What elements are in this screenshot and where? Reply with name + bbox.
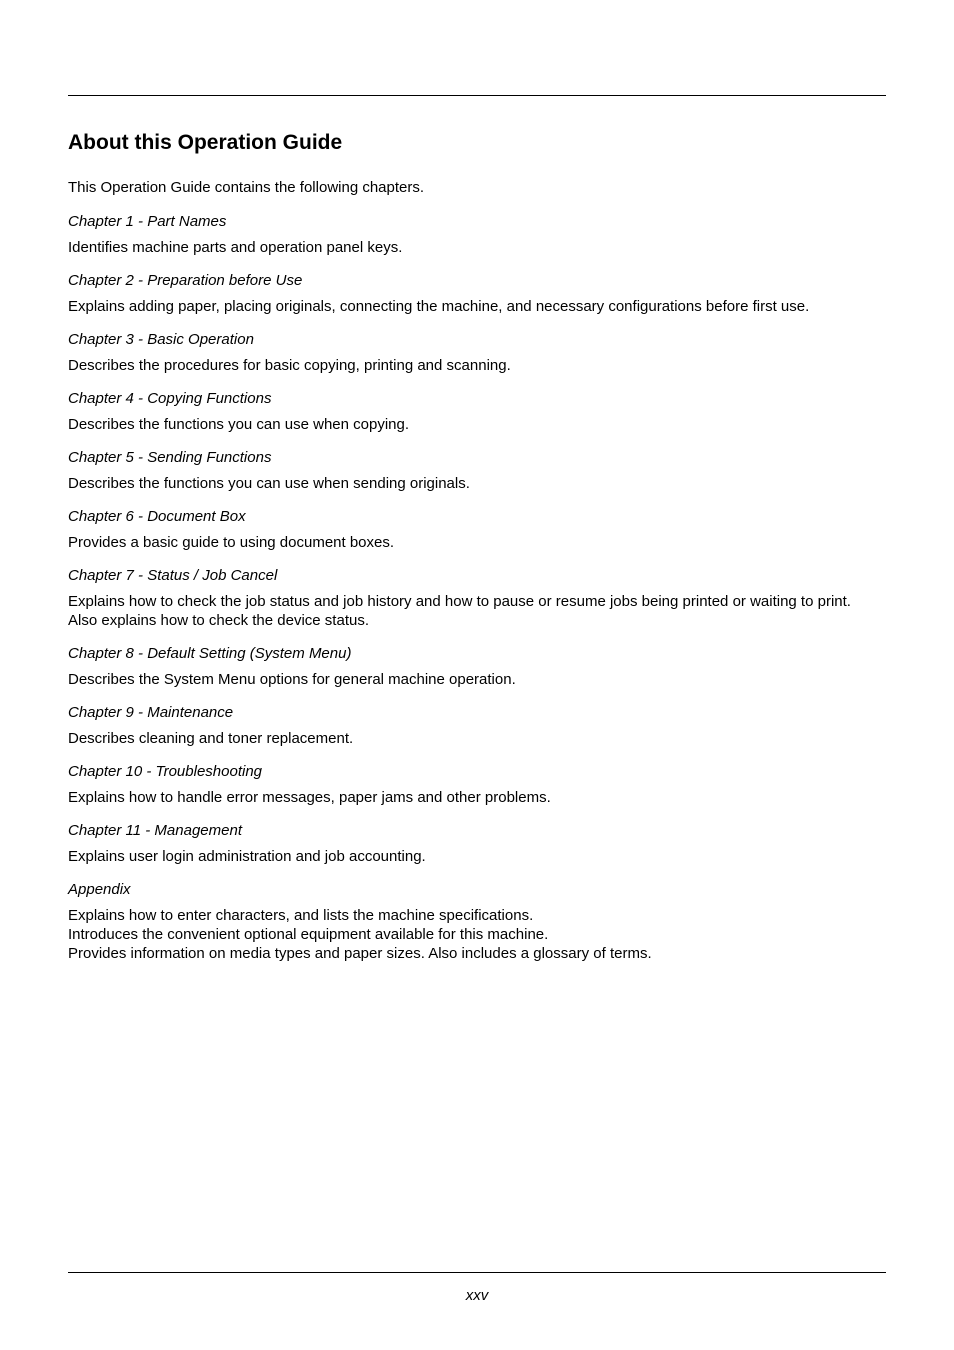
chapter-title: Chapter 5 - Sending Functions: [68, 449, 272, 466]
chapter-description: Identifies machine parts and operation panel keys.: [68, 239, 403, 256]
chapter-entry-2: [68, 271, 898, 316]
chapter-entry-6: [68, 507, 898, 552]
chapter-entry-10: [68, 762, 898, 807]
chapter-description: Describes the System Menu options for general machine operation.: [68, 671, 516, 688]
intro-text: This Operation Guide contains the following chapters.: [68, 179, 425, 196]
chapter-title: Chapter 8 - Default Setting (System Menu): [68, 645, 352, 662]
chapter-entry-3: [68, 330, 898, 375]
chapter-title: Chapter 6 - Document Box: [68, 508, 246, 525]
chapter-entry-1: [68, 212, 898, 257]
chapter-description: Explains how to handle error messages, paper jams and other problems.: [68, 789, 551, 806]
chapter-description: Describes the procedures for basic copying, printing and scanning.: [68, 357, 511, 374]
page-title: About this Operation Guide: [68, 131, 343, 154]
chapter-title: Chapter 4 - Copying Functions: [68, 390, 272, 407]
chapter-entry-8: [68, 644, 898, 689]
chapter-title: Chapter 1 - Part Names: [68, 213, 227, 230]
chapter-title: Chapter 11 - Management: [68, 822, 242, 839]
chapter-description: Explains adding paper, placing originals, connecting the machine, and necessary configurations before first use.: [68, 298, 810, 315]
appendix-title: Appendix: [68, 881, 131, 898]
page-number: xxv: [465, 1287, 489, 1304]
chapter-entry-4: [68, 389, 898, 434]
chapter-entry-11: [68, 821, 898, 866]
chapter-description: Explains how to check the job status and job history and how to pause or resume jobs being printed or waiting to print. Also explains how to check the device status.: [68, 593, 851, 629]
page-content: [68, 128, 898, 977]
chapter-entry-9: [68, 703, 898, 748]
chapter-entry-5: [68, 448, 898, 493]
chapter-title: Chapter 10 - Troubleshooting: [68, 763, 263, 780]
appendix-description: Explains how to enter characters, and lists the machine specifications. Introduces the convenient optional equipment available for this machine. Provides information on media types and paper sizes. Also includes a glossary of terms.: [68, 907, 652, 962]
chapter-title: Chapter 7 - Status / Job Cancel: [68, 567, 278, 584]
chapter-description: Describes the functions you can use when sending originals.: [68, 475, 470, 492]
appendix-entry: [68, 880, 898, 963]
header-rule: [68, 95, 886, 96]
chapter-description: Provides a basic guide to using document boxes.: [68, 534, 395, 551]
footer-rule: [68, 1272, 886, 1273]
chapter-entry-7: [68, 566, 898, 630]
chapter-description: Describes cleaning and toner replacement.: [68, 730, 354, 747]
chapter-title: Chapter 2 - Preparation before Use: [68, 272, 303, 289]
chapter-title: Chapter 3 - Basic Operation: [68, 331, 254, 348]
chapter-description: Explains user login administration and job accounting.: [68, 848, 426, 865]
chapter-title: Chapter 9 - Maintenance: [68, 704, 234, 721]
chapter-description: Describes the functions you can use when copying.: [68, 416, 410, 433]
